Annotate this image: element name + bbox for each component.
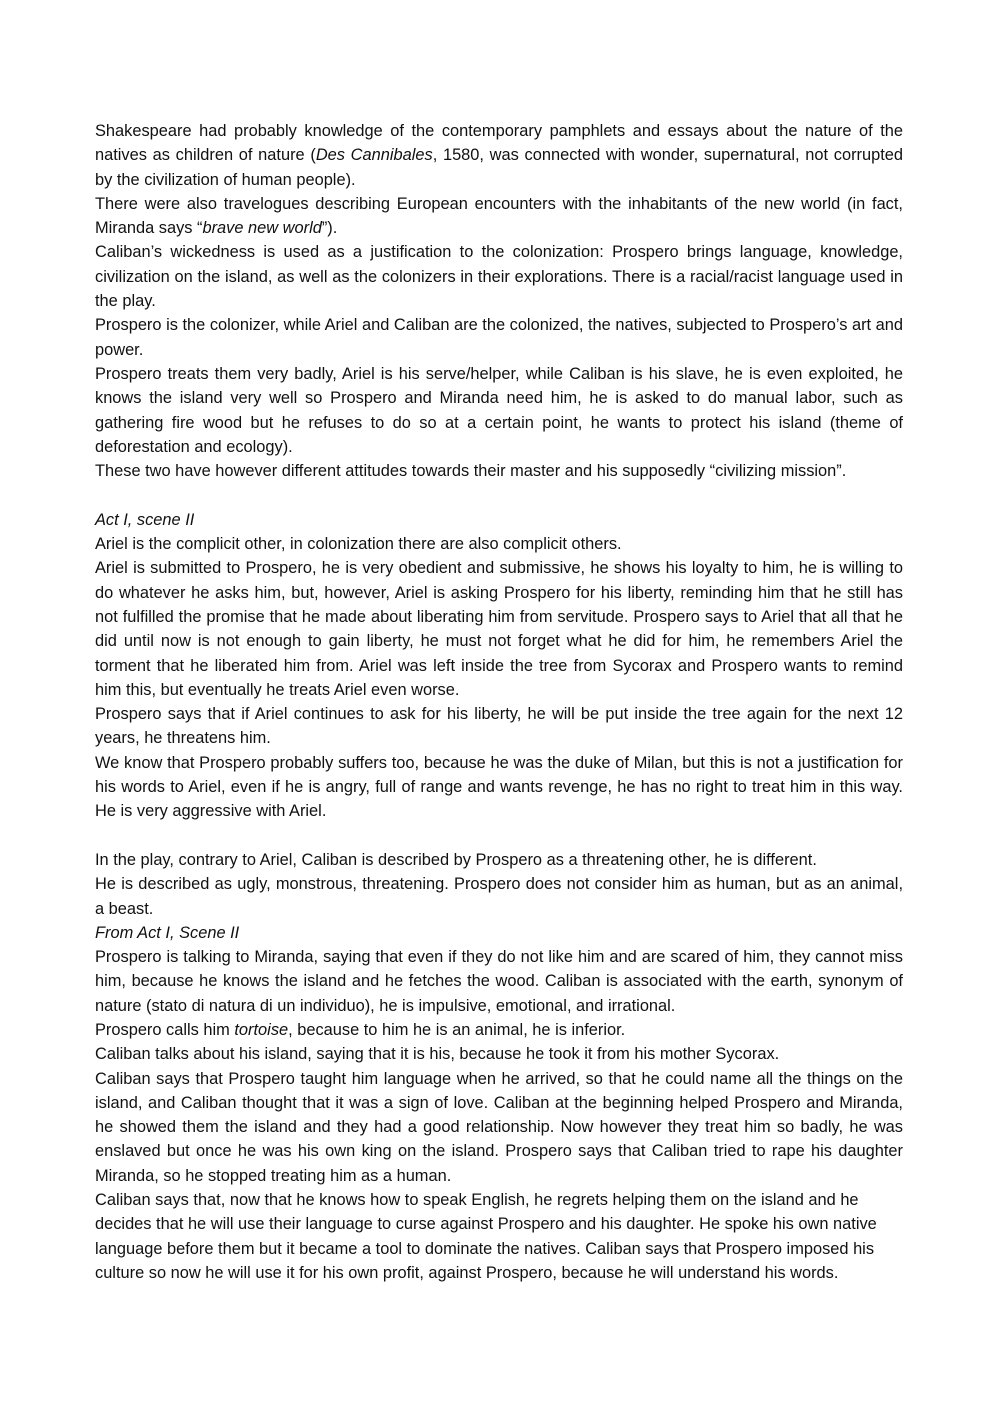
quote-tortoise: tortoise — [234, 1020, 289, 1039]
paragraph-des-cannibales: Shakespeare had probably knowledge of the contemporary pamphlets and essays about the nature of the natives as children of nature (Des Cannibales, 1580, was connected with wonder, supernatural, not corrupted by the civilization of human people). — [95, 122, 903, 189]
paragraph-travelogues: There were also travelogues describing European encounters with the inhabitants of the new world (in fact, Miranda says “brave new world”). — [95, 194, 903, 238]
paragraph-curse: Caliban says that, now that he knows how to speak English, he regrets helping them on the island and he decides that he will use their language to curse against Prospero and his daughter. He spoke his own native language before them but it became a tool to dominate the natives. Caliban says that Prospero imposed his culture so now he will use it for his own profit, against Prospero, because he will understand his words. — [95, 1191, 877, 1282]
section-heading-from-act1-scene2: From Act I, Scene II — [95, 923, 240, 942]
paragraph-taught-language: Caliban says that Prospero taught him language when he arrived, so that he could name all the things on the island, and Caliban thought that it was a sign of love. Caliban at the beginning helped Prospero and Miranda, he showed them the island and they had a good relationship. Now however they treat him so badly, he was enslaved but once he was his own king on the island. Prospero says that Caliban tried to rape his daughter Miranda, so he stopped treating him as a human. — [95, 1069, 903, 1185]
paragraph-prospero-suffers: We know that Prospero probably suffers too, because he was the duke of Milan, but this is not a justification for his words to Ariel, even if he is angry, full of range and wants revenge, he has no right to treat him in this way. He is very aggressive with Ariel. — [95, 753, 903, 821]
work-title: Des Cannibales — [315, 146, 433, 165]
paragraph-caliban-described: He is described as ugly, monstrous, threatening. Prospero does not consider him as human, but as an animal, a beast. — [95, 875, 903, 918]
paragraph-ariel-liberty: Prospero says that if Ariel continues to ask for his liberty, he will be put inside the tree again for the next 12 years, he threatens him. — [95, 705, 903, 748]
blank-line — [95, 483, 903, 507]
document-page — [95, 119, 903, 1285]
paragraph-caliban-wickedness: Caliban’s wickedness is used as a justification to the colonization: Prospero brings language, knowledge, civilization on the island, as well as the colonizers in their explorations. There is a racial/racist language used in the play. — [95, 243, 903, 311]
quote-brave-new-world: brave new world — [202, 219, 322, 238]
paragraph-caliban-island: Caliban talks about his island, saying that it is his, because he took it from his mother Sycorax. — [95, 1045, 780, 1064]
paragraph-talking-to-miranda: Prospero is talking to Miranda, saying that even if they do not like him and are scared of him, they cannot miss him, because he knows the island and he fetches the wood. Caliban is associated with the earth, synonym of nature (stato di natura di un individuo), he is impulsive, emotional, and irrational. — [95, 948, 903, 1015]
paragraph-threatening-other: In the play, contrary to Ariel, Caliban is described by Prospero as a threatening other, he is different. — [95, 850, 817, 869]
paragraph-colonizer: Prospero is the colonizer, while Ariel and Caliban are the colonized, the natives, subjected to Prospero’s art and power. — [95, 316, 903, 359]
paragraph-attitudes: These two have however different attitudes towards their master and his supposedly “civilizing mission”. — [95, 462, 847, 481]
paragraph-complicit-other: Ariel is the complicit other, in colonization there are also complicit others. — [95, 535, 622, 554]
paragraph-ariel-submitted: Ariel is submitted to Prospero, he is very obedient and submissive, he shows his loyalty to him, he is willing to do whatever he asks him, but, however, Ariel is asking Prospero for his liberty, reminding him that he still has not fulfilled the promise that he made about liberating him from servitude. Prospero says to Ariel that all that he did until now is not enough to gain liberty, he must not forget what he did for him, he remembers Ariel the torment that he liberated him from. Ariel was left inside the tree from Sycorax and Prospero wants to remind him this, but eventually he treats Ariel even worse. — [95, 559, 903, 699]
paragraph-treatment: Prospero treats them very badly, Ariel is his serve/helper, while Caliban is his slave, he is even exploited, he knows the island very well so Prospero and Miranda need him, he is asked to do manual labor, such as gathering fire wood but he refuses to do so at a certain point, he wants to protect his island (theme of deforestation and ecology). — [95, 364, 903, 456]
section-heading-act1-scene2: Act I, scene II — [95, 510, 195, 529]
paragraph-tortoise: Prospero calls him tortoise, because to him he is an animal, he is inferior. — [95, 1020, 626, 1039]
blank-line — [95, 824, 903, 848]
